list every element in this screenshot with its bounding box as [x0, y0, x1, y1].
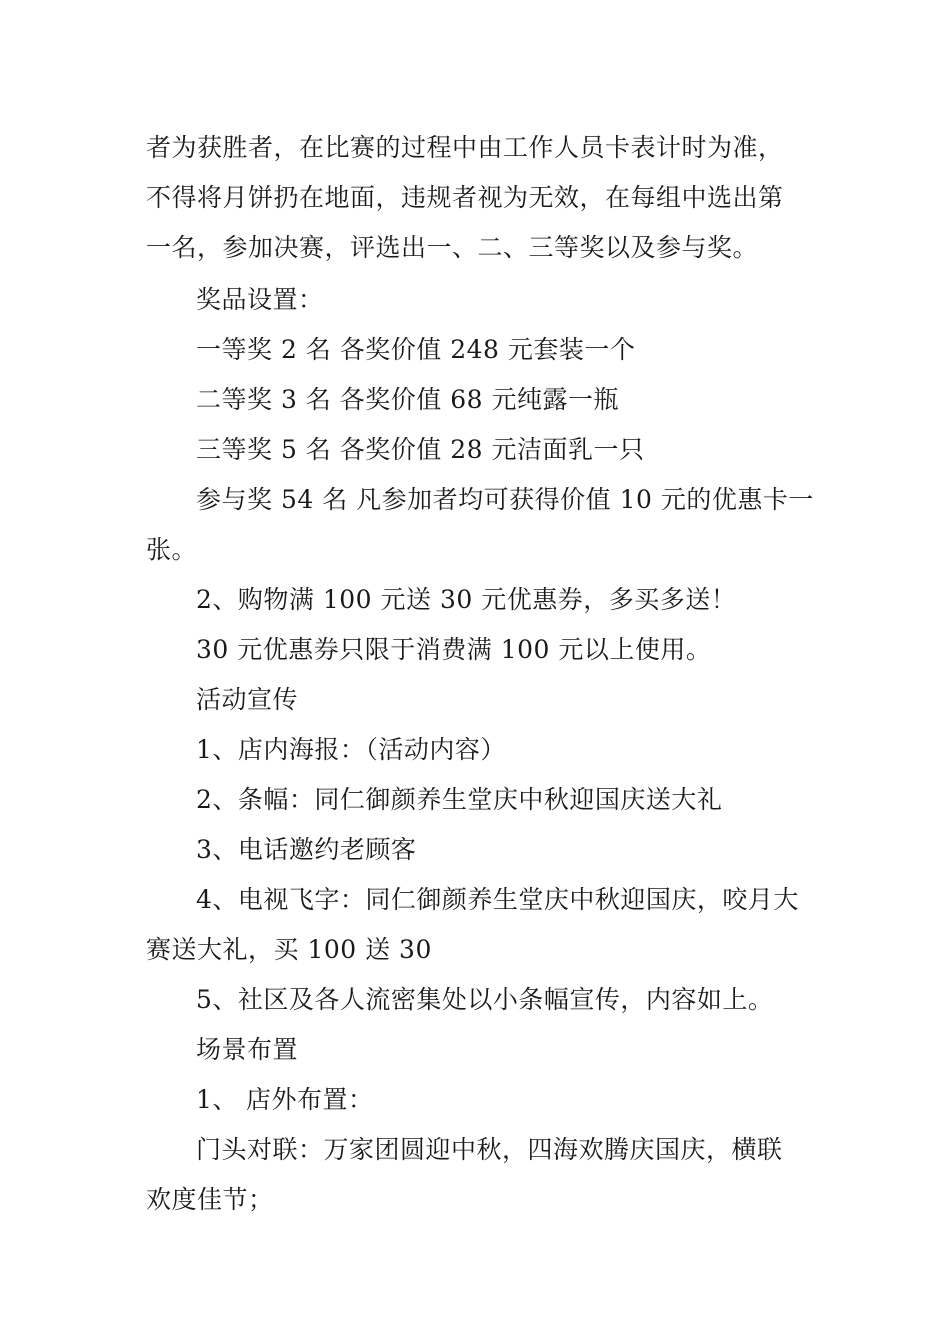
- text-line: 一名，参加决赛，评选出一、二、三等奖以及参与奖。: [146, 233, 759, 262]
- list-item: 2、条幅：同仁御颜养生堂庆中秋迎国庆送大礼: [196, 785, 723, 814]
- list-item-text: 店外布置：: [246, 1085, 374, 1114]
- list-item: 1、店内海报：（活动内容）: [196, 735, 506, 764]
- text-line: 2、购物满 100 元送 30 元优惠券，多买多送！: [196, 585, 737, 614]
- prize-line-second: 二等奖 3 名 各奖价值 68 元纯露一瓶: [196, 385, 619, 414]
- section-heading-prizes: 奖品设置：: [196, 285, 324, 314]
- list-item-number: 1、: [196, 1085, 238, 1114]
- list-item: 3、电话邀约老顾客: [196, 835, 417, 864]
- text-line: 者为获胜者，在比赛的过程中由工作人员卡表计时为准，: [146, 133, 784, 162]
- prize-line-participation: 参与奖 54 名 凡参加者均可获得价值 10 元的优惠卡一: [196, 485, 814, 514]
- text-line: 欢度佳节；: [146, 1185, 274, 1214]
- text-line: 赛送大礼，买 100 送 30: [146, 935, 432, 964]
- text-line: 不得将月饼扔在地面，违规者视为无效，在每组中选出第: [146, 183, 784, 212]
- prize-line-first: 一等奖 2 名 各奖价值 248 元套装一个: [196, 335, 636, 364]
- section-heading-scene: 场景布置: [196, 1035, 299, 1064]
- text-line: 门头对联：万家团圆迎中秋，四海欢腾庆国庆，横联: [196, 1135, 783, 1164]
- prize-line-third: 三等奖 5 名 各奖价值 28 元洁面乳一只: [196, 435, 645, 464]
- text-line: 30 元优惠券只限于消费满 100 元以上使用。: [196, 635, 712, 664]
- list-item: 4、电视飞字：同仁御颜养生堂庆中秋迎国庆，咬月大: [196, 885, 799, 914]
- text-line: 张。: [146, 535, 198, 564]
- section-heading-promotion: 活动宣传: [196, 685, 299, 714]
- list-item: 5、社区及各人流密集处以小条幅宣传，内容如上。: [196, 985, 774, 1014]
